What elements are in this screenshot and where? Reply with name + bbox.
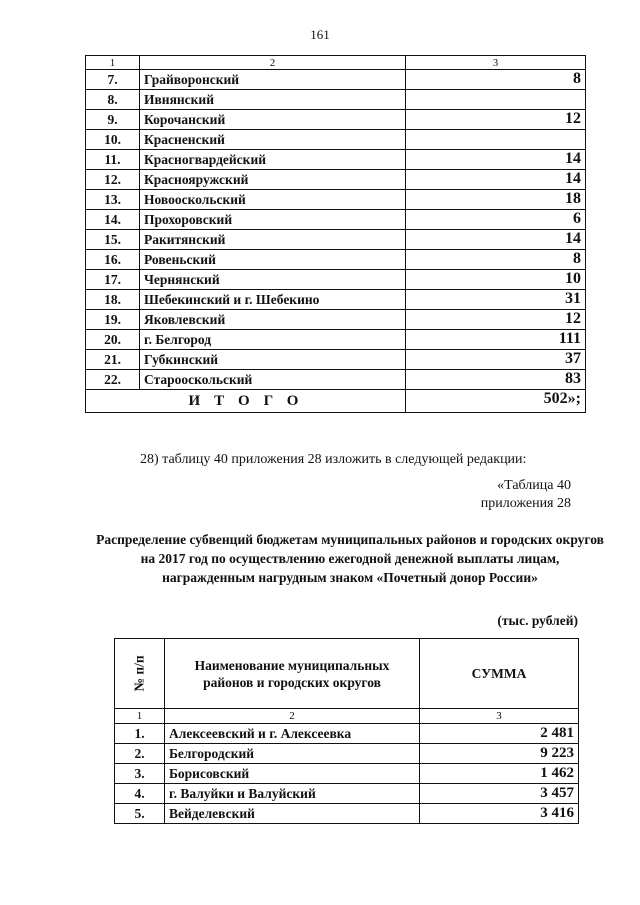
amount-value: 12 [406, 310, 586, 330]
district-name: Чернянский [140, 270, 406, 290]
table-row [86, 70, 586, 90]
district-name: Борисовский [165, 764, 420, 784]
amount-value: 14 [406, 170, 586, 190]
row-number: 10. [86, 130, 140, 150]
total-value: 502»; [406, 390, 586, 413]
amount-value: 3 416 [420, 804, 579, 824]
amount-value [406, 90, 586, 110]
district-name: Ивнянский [140, 90, 406, 110]
row-number: 15. [86, 230, 140, 250]
column-index-row [115, 709, 579, 724]
table-title: Распределение субвенций бюджетам муниципальных районов и городских округов на 2017 год по осуществлению ежегодной денежной выплаты лицам, награжденным нагрудным знаком «Почетный донор России» [96, 532, 604, 585]
amount-value: 1 462 [420, 764, 579, 784]
district-name: Алексеевский и г. Алексеевка [165, 724, 420, 744]
amount-value: 10 [406, 270, 586, 290]
row-number: 5. [115, 804, 165, 824]
units-label: (тыс. рублей) [497, 613, 578, 628]
table-row [86, 310, 586, 330]
column-index-2: 2 [165, 709, 420, 724]
district-name: Новооскольский [140, 190, 406, 210]
row-number: 4. [115, 784, 165, 804]
district-name: Красненский [140, 130, 406, 150]
row-number: 22. [86, 370, 140, 390]
district-name: г. Белгород [140, 330, 406, 350]
row-number: 17. [86, 270, 140, 290]
district-name: Вейделевский [165, 804, 420, 824]
table-row [86, 370, 586, 390]
table-row [115, 804, 579, 824]
amount-value: 83 [406, 370, 586, 390]
table-row [86, 290, 586, 310]
table-row [115, 724, 579, 744]
table-row [86, 150, 586, 170]
table-row [86, 210, 586, 230]
table-row [86, 330, 586, 350]
row-number: 12. [86, 170, 140, 190]
row-number: 7. [86, 70, 140, 90]
column-index-1: 1 [86, 56, 140, 70]
row-number: 2. [115, 744, 165, 764]
district-name: Красногвардейский [140, 150, 406, 170]
table-row [115, 784, 579, 804]
table-reference-line1: «Таблица 40 [497, 478, 571, 493]
row-number: 21. [86, 350, 140, 370]
table-row [86, 270, 586, 290]
total-label: ИТОГО [86, 390, 406, 413]
total-row [86, 390, 586, 413]
table-row [86, 190, 586, 210]
district-name: г. Валуйки и Валуйский [165, 784, 420, 804]
district-name: Корочанский [140, 110, 406, 130]
amount-value: 14 [406, 230, 586, 250]
amount-value: 12 [406, 110, 586, 130]
column-index-2: 2 [140, 56, 406, 70]
table-row [115, 744, 579, 764]
page-number: 161 [310, 27, 330, 42]
column-index-3: 3 [420, 709, 579, 724]
table-row [115, 764, 579, 784]
row-number: 3. [115, 764, 165, 784]
amount-value: 18 [406, 190, 586, 210]
row-number: 8. [86, 90, 140, 110]
column-index-3: 3 [406, 56, 586, 70]
table-row [86, 130, 586, 150]
row-number: 13. [86, 190, 140, 210]
column-index-row [86, 56, 586, 70]
amount-value: 111 [406, 330, 586, 350]
row-number: 20. [86, 330, 140, 350]
district-name: Старооскольский [140, 370, 406, 390]
district-name: Белгородский [165, 744, 420, 764]
column-header-sum: СУММА [420, 639, 579, 709]
district-name: Прохоровский [140, 210, 406, 230]
table-row [86, 230, 586, 250]
amount-value [406, 130, 586, 150]
table-row [86, 90, 586, 110]
table-reference-line2: приложения 28 [480, 496, 571, 511]
distribution-table-continued [85, 55, 586, 413]
district-name: Грайворонский [140, 70, 406, 90]
subvention-table [114, 638, 579, 824]
row-number: 9. [86, 110, 140, 130]
row-number: 18. [86, 290, 140, 310]
row-number: 11. [86, 150, 140, 170]
amount-value: 8 [406, 70, 586, 90]
district-name: Краснояружский [140, 170, 406, 190]
district-name: Ровеньский [140, 250, 406, 270]
amount-value: 14 [406, 150, 586, 170]
table-row [86, 250, 586, 270]
row-number: 1. [115, 724, 165, 744]
district-name: Губкинский [140, 350, 406, 370]
amount-value: 6 [406, 210, 586, 230]
column-header-number [115, 639, 165, 709]
amount-value: 2 481 [420, 724, 579, 744]
district-name: Яковлевский [140, 310, 406, 330]
column-header-name: Наименование муниципальных районов и городских округов [165, 639, 420, 709]
amount-value: 31 [406, 290, 586, 310]
amount-value: 3 457 [420, 784, 579, 804]
header-row [115, 639, 579, 709]
column-header-number-text: № п/п [132, 655, 147, 692]
table-row [86, 350, 586, 370]
amount-value: 9 223 [420, 744, 579, 764]
amendment-instruction: 28) таблицу 40 приложения 28 изложить в следующей редакции: [140, 452, 527, 467]
column-index-1: 1 [115, 709, 165, 724]
row-number: 19. [86, 310, 140, 330]
row-number: 14. [86, 210, 140, 230]
table-row [86, 170, 586, 190]
amount-value: 8 [406, 250, 586, 270]
district-name: Шебекинский и г. Шебекино [140, 290, 406, 310]
district-name: Ракитянский [140, 230, 406, 250]
amount-value: 37 [406, 350, 586, 370]
table-row [86, 110, 586, 130]
row-number: 16. [86, 250, 140, 270]
